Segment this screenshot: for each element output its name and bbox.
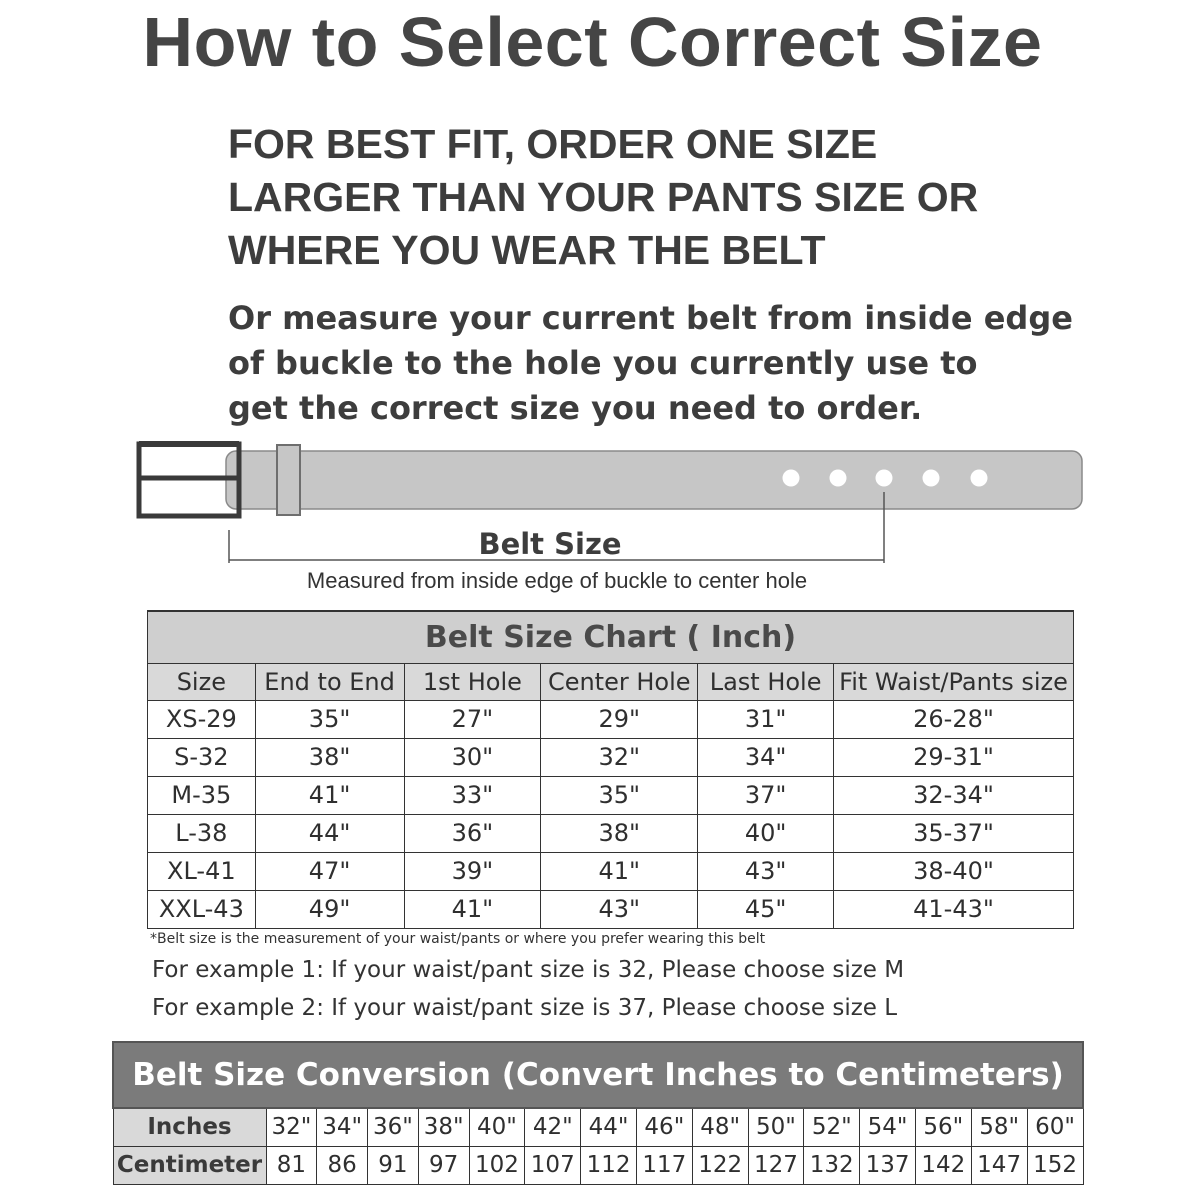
fit-tip-line: FOR BEST FIT, ORDER ONE SIZE <box>228 121 878 167</box>
table-cell: 26-28" <box>834 700 1074 738</box>
fit-tip-line: WHERE YOU WEAR THE BELT <box>228 227 826 273</box>
table-cell: 35" <box>255 700 404 738</box>
column-header: Size <box>148 663 256 700</box>
column-header: Center Hole <box>541 663 698 700</box>
table-row <box>148 738 1074 776</box>
inch-value: 40" <box>469 1108 525 1146</box>
table-cell: 43" <box>541 890 698 928</box>
belt-hole <box>876 470 893 487</box>
table-cell: 32-34" <box>834 776 1074 814</box>
table-row <box>148 700 1074 738</box>
cm-value: 142 <box>915 1146 971 1184</box>
example-line: For example 2: If your waist/pant size is 37, Please choose size L <box>152 995 898 1021</box>
belt-size-chart <box>147 610 1074 929</box>
column-header: Last Hole <box>698 663 834 700</box>
table-cell: 36" <box>404 814 541 852</box>
inches-row <box>113 1108 1083 1146</box>
size-chart-title: Belt Size Chart ( Inch) <box>148 611 1074 663</box>
example-line: For example 1: If your waist/pant size is 32, Please choose size M <box>152 957 905 983</box>
table-cell: 29-31" <box>834 738 1074 776</box>
table-cell: 37" <box>698 776 834 814</box>
table-cell: 40" <box>698 814 834 852</box>
table-row <box>148 776 1074 814</box>
conversion-table <box>112 1041 1084 1185</box>
table-row <box>148 890 1074 928</box>
column-header: End to End <box>255 663 404 700</box>
inch-value: 48" <box>692 1108 748 1146</box>
size-chart-header-row <box>148 663 1074 700</box>
cm-value: 117 <box>636 1146 692 1184</box>
table-cell: 43" <box>698 852 834 890</box>
table-cell: 38-40" <box>834 852 1074 890</box>
cm-value: 147 <box>971 1146 1027 1184</box>
inch-value: 42" <box>525 1108 581 1146</box>
belt-size-label: Belt Size <box>478 527 622 561</box>
table-cell: S-32 <box>148 738 256 776</box>
table-cell: 31" <box>698 700 834 738</box>
table-cell: 41" <box>541 852 698 890</box>
cm-value: 122 <box>692 1146 748 1184</box>
page-title: How to Select Correct Size <box>142 3 1043 81</box>
cm-value: 152 <box>1027 1146 1083 1184</box>
table-cell: 32" <box>541 738 698 776</box>
inch-value: 34" <box>317 1108 368 1146</box>
cm-value: 137 <box>860 1146 916 1184</box>
column-header: 1st Hole <box>404 663 541 700</box>
inch-value: 52" <box>804 1108 860 1146</box>
measure-line: of buckle to the hole you currently use to <box>228 344 978 382</box>
table-cell: 33" <box>404 776 541 814</box>
cm-value: 132 <box>804 1146 860 1184</box>
fit-tip-line: LARGER THAN YOUR PANTS SIZE OR <box>228 174 979 220</box>
fit-tip <box>228 118 1128 277</box>
table-cell: L-38 <box>148 814 256 852</box>
cm-value: 102 <box>469 1146 525 1184</box>
inch-value: 50" <box>748 1108 804 1146</box>
cm-value: 91 <box>368 1146 419 1184</box>
inch-value: 56" <box>915 1108 971 1146</box>
cm-value: 81 <box>266 1146 317 1184</box>
cm-value: 127 <box>748 1146 804 1184</box>
table-cell: 35" <box>541 776 698 814</box>
measure-instructions <box>228 296 1168 431</box>
table-cell: 39" <box>404 852 541 890</box>
inch-value: 60" <box>1027 1108 1083 1146</box>
inch-value: 54" <box>860 1108 916 1146</box>
table-cell: 38" <box>255 738 404 776</box>
cm-value: 97 <box>418 1146 469 1184</box>
table-row <box>148 852 1074 890</box>
belt-keeper <box>277 445 300 515</box>
table-cell: 44" <box>255 814 404 852</box>
inches-label: Inches <box>113 1108 266 1146</box>
table-cell: 41-43" <box>834 890 1074 928</box>
cm-value: 86 <box>317 1146 368 1184</box>
table-cell: XXL-43 <box>148 890 256 928</box>
inch-value: 58" <box>971 1108 1027 1146</box>
belt-hole <box>923 470 940 487</box>
measure-line: get the correct size you need to order. <box>228 389 923 427</box>
conversion-title: Belt Size Conversion (Convert Inches to Centimeters) <box>113 1042 1083 1108</box>
size-footnote: *Belt size is the measurement of your waist/pants or where you prefer wearing this belt <box>150 931 766 947</box>
table-cell: 29" <box>541 700 698 738</box>
table-cell: XS-29 <box>148 700 256 738</box>
inch-value: 44" <box>581 1108 637 1146</box>
buckle-icon <box>139 444 239 516</box>
table-cell: 30" <box>404 738 541 776</box>
belt-strap <box>226 451 1082 509</box>
inch-value: 36" <box>368 1108 419 1146</box>
inch-value: 46" <box>636 1108 692 1146</box>
measure-line: Or measure your current belt from inside edge <box>228 299 1073 337</box>
centimeters-row <box>113 1146 1083 1184</box>
table-cell: 49" <box>255 890 404 928</box>
belt-hole <box>783 470 800 487</box>
inch-value: 38" <box>418 1108 469 1146</box>
table-cell: 41" <box>255 776 404 814</box>
table-cell: 38" <box>541 814 698 852</box>
table-cell: XL-41 <box>148 852 256 890</box>
belt-hole <box>971 470 988 487</box>
measured-note: Measured from inside edge of buckle to center hole <box>306 568 808 593</box>
cm-value: 112 <box>581 1146 637 1184</box>
table-row <box>148 814 1074 852</box>
table-cell: 27" <box>404 700 541 738</box>
table-cell: 45" <box>698 890 834 928</box>
table-cell: 47" <box>255 852 404 890</box>
inch-value: 32" <box>266 1108 317 1146</box>
column-header: Fit Waist/Pants size <box>834 663 1074 700</box>
table-cell: M-35 <box>148 776 256 814</box>
table-cell: 35-37" <box>834 814 1074 852</box>
cm-value: 107 <box>525 1146 581 1184</box>
belt-hole <box>830 470 847 487</box>
centimeter-label: Centimeter <box>113 1146 266 1184</box>
table-cell: 41" <box>404 890 541 928</box>
table-cell: 34" <box>698 738 834 776</box>
